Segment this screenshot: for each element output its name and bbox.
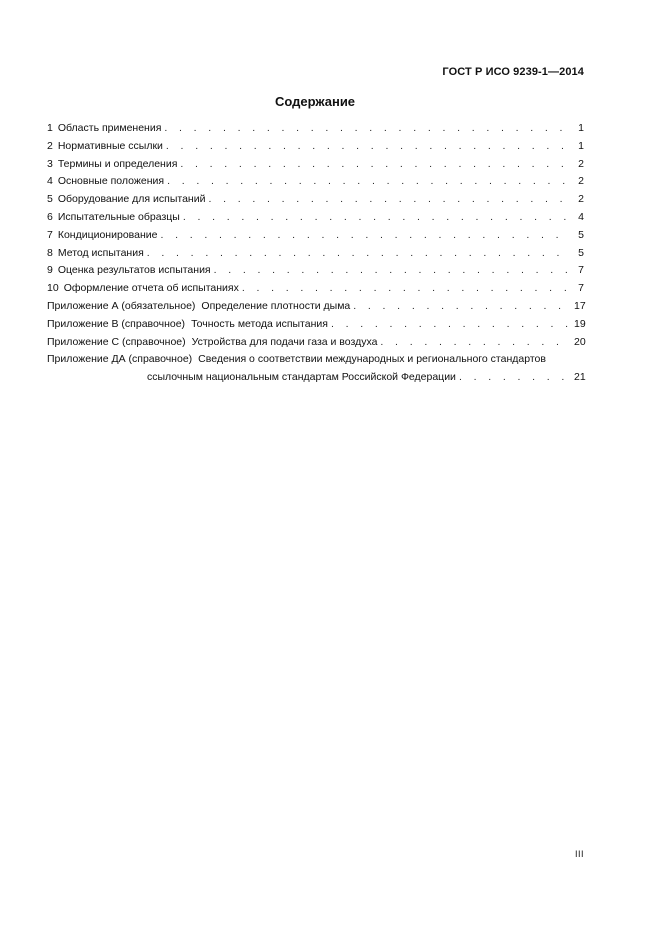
toc-leader-dots bbox=[147, 245, 570, 263]
toc-entry[interactable] bbox=[47, 173, 584, 191]
toc-entry-number: 7 bbox=[47, 228, 53, 241]
toc-title: Содержание bbox=[274, 94, 356, 109]
toc-leader-dots bbox=[180, 156, 570, 174]
toc-entry-title: Область применения bbox=[57, 122, 162, 134]
appendix-title-continued: ссылочным национальным стандартам Российской Федерации bbox=[147, 371, 456, 384]
toc-entry-title: Оборудование для испытаний bbox=[57, 193, 206, 206]
appendix-title: Определение плотности дыма bbox=[201, 299, 351, 312]
toc-appendix-entry[interactable] bbox=[47, 298, 584, 316]
toc-entry[interactable] bbox=[47, 138, 584, 156]
toc-entry-title: Испытательные образцы bbox=[57, 210, 180, 223]
toc-entry[interactable] bbox=[47, 191, 584, 209]
appendix-label: Приложение А (обязательное) bbox=[47, 299, 196, 312]
toc-entry-number: 4 bbox=[47, 175, 53, 188]
toc-leader-dots bbox=[208, 191, 570, 209]
toc-entry-page: 5 bbox=[578, 228, 584, 241]
toc-entry[interactable] bbox=[47, 156, 584, 174]
toc-leader-dots bbox=[167, 173, 570, 191]
toc-entry-number: 8 bbox=[47, 246, 53, 259]
toc-entry-page: 2 bbox=[578, 175, 584, 188]
toc-entry-title: Оценка результатов испытания bbox=[57, 264, 211, 277]
appendix-label: Приложение ДА (справочное) bbox=[47, 353, 193, 366]
toc-leader-dots bbox=[183, 209, 570, 227]
toc-entry-title: Термины и определения bbox=[57, 157, 178, 170]
toc-leader-dots bbox=[166, 138, 570, 156]
toc-entry-page: 1 bbox=[578, 139, 584, 152]
toc-entry-number: 3 bbox=[47, 157, 53, 170]
table-of-contents bbox=[47, 120, 584, 387]
toc-entry[interactable] bbox=[47, 280, 584, 298]
toc-entry-page: 17 bbox=[574, 299, 586, 312]
toc-entry[interactable] bbox=[47, 262, 584, 280]
toc-appendix-entry-continuation[interactable] bbox=[47, 369, 584, 387]
toc-leader-dots bbox=[380, 334, 570, 352]
toc-appendix-entry[interactable] bbox=[47, 334, 584, 352]
toc-appendix-entry[interactable] bbox=[47, 351, 584, 369]
toc-leader-dots bbox=[242, 280, 570, 298]
toc-entry-number: 10 bbox=[47, 282, 59, 295]
toc-entry-page: 21 bbox=[574, 371, 586, 384]
toc-entry-number: 6 bbox=[47, 210, 53, 223]
toc-entry-page: 2 bbox=[578, 157, 584, 170]
toc-appendix-entry[interactable] bbox=[47, 316, 584, 334]
toc-entry-number: 1 bbox=[47, 122, 53, 134]
toc-entry-number: 9 bbox=[47, 264, 53, 277]
toc-entry-number: 2 bbox=[47, 139, 53, 152]
toc-entry-page: 20 bbox=[574, 335, 586, 348]
appendix-title: Устройства для подачи газа и воздуха bbox=[191, 335, 378, 348]
toc-entry-title: Кондиционирование bbox=[57, 228, 158, 241]
toc-entry-page: 5 bbox=[578, 246, 584, 259]
toc-entry-page: 2 bbox=[578, 193, 584, 206]
toc-leader-dots bbox=[459, 369, 570, 387]
toc-entry-title: Нормативные ссылки bbox=[57, 139, 163, 152]
toc-entry-page: 1 bbox=[578, 122, 584, 134]
appendix-title: Точность метода испытания bbox=[191, 317, 328, 330]
toc-entry[interactable] bbox=[47, 120, 584, 138]
appendix-title: Сведения о соответствии международных и регионального стандартов bbox=[198, 353, 546, 366]
toc-entry-title: Метод испытания bbox=[57, 246, 144, 259]
appendix-label: Приложение В (справочное) bbox=[47, 317, 186, 330]
standard-designation: ГОСТ Р ИСО 9239-1—2014 bbox=[442, 66, 584, 78]
toc-leader-dots bbox=[353, 298, 570, 316]
appendix-label: Приложение С (справочное) bbox=[47, 335, 186, 348]
toc-entry-page: 7 bbox=[578, 264, 584, 277]
toc-leader-dots bbox=[331, 316, 570, 334]
toc-leader-dots bbox=[164, 120, 570, 138]
toc-leader-dots bbox=[214, 262, 570, 280]
toc-entry-page: 4 bbox=[578, 210, 584, 223]
toc-entry-number: 5 bbox=[47, 193, 53, 206]
page-number: III bbox=[574, 849, 584, 859]
toc-leader-dots bbox=[160, 227, 570, 245]
toc-entry-title: Основные положения bbox=[57, 175, 165, 188]
toc-entry[interactable] bbox=[47, 227, 584, 245]
toc-entry-page: 19 bbox=[574, 317, 586, 330]
toc-entry[interactable] bbox=[47, 245, 584, 263]
toc-entry[interactable] bbox=[47, 209, 584, 227]
toc-entry-title: Оформление отчета об испытаниях bbox=[63, 282, 239, 295]
toc-entry-page: 7 bbox=[578, 282, 584, 295]
